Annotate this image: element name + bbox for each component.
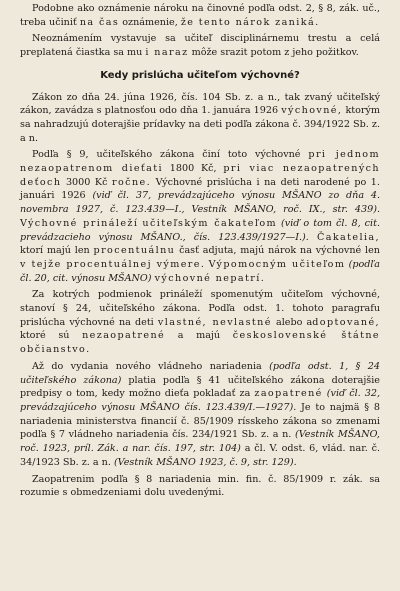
citation: (viď o tom čl. 8, cit. prevádzacieho výnosu MŠANO., čís. 123.439/1927—I.). <box>20 217 380 243</box>
emphasis: v tejže procentuálnej výmere. <box>20 258 206 270</box>
emphasis: učiteľským čakateľom <box>142 217 277 229</box>
citation: (viď čl. 32, prevádzajúceho výnosu MŠANO čís. 123.439/I.—1927). <box>20 388 380 413</box>
paragraph-2: Neoznámením vystavuje sa učiteľ disciplinárnemu trestu a celá preplatená čiastka sa mu i naraz môže srazit potom z jeho požitkov. <box>20 33 380 59</box>
emphasis: vlastné, nevlastné <box>157 316 272 328</box>
emphasis: československé štátne občianstvo. <box>20 330 380 356</box>
emphasis: výchovné, <box>281 105 343 117</box>
emphasis: doptované, <box>312 316 380 328</box>
paragraph-3: Zákon zo dňa 24. júna 1926, čís. 104 Sb. z. a n., tak zvaný učiteľský zákon, zavádza s platnosťou odo dňa 1. januára 1926 výchovné, ktorým sa nahradzujú doterajšie prídavky na deti podľa zákona č. 394/1922 Sb. z. a n. <box>20 91 380 144</box>
emphasis: Výpomocným učiteľom <box>208 258 346 270</box>
emphasis: i naraz <box>145 47 189 59</box>
citation: (viď čl. 37, prevádzajúceho výnosu MŠANO zo dňa 4. novembra 1927, č. 123.439—I., Vestník MŠANO, roč. IX., str. 439). <box>20 190 380 216</box>
emphasis: pri viac nezaopatrených deťoch <box>20 163 380 188</box>
emphasis: nezaopatrené <box>82 330 166 342</box>
citation: (podľa čl. 20, cit. výnosu MŠANO) <box>20 258 380 284</box>
paragraph-6: Až do vydania nového vládneho nariadenia (podľa odst. 1, § 24 učiteľského zákona) platia podľa § 41 učiteľského zákona doterajšie predpisy o tom, kedy možno dieťa pokladať za zaopatrené (viď čl. 32, prevádzajúceho výnosu MŠANO čís. 123.439/I.—1927). Je to najmä § 8 nariadenia ministerstva financií č. 85/1909 rísskeho zákona so zmenami podľa § 7 vládneho nariadenia čís. 234/1921 Sb. z. a n. (Vestník MŠANO, roč. 1923, príl. Zák. a nar. čís. 197, str. 104) a čl. V. odst. 6, vlád. nar. č. 34/1923 Sb. z. a n. (Vestník MŠANO 1923, č. 9, str. 129). <box>20 360 381 468</box>
paragraph-4: Podľa § 9, učiteľského zákona činí toto výchovné pri jednom nezaopatrenom dieťati 1800 Kč, pri viac nezaopatrených deťoch 3000 Kč ročne. Výchovné prislúcha i na deti narodené po 1. januári 1926 (viď čl. 37, prevádzajúceho výnosu MŠANO zo dňa 4. novembra 1927, č. 123.439—I., Vestník MŠANO, roč. IX., str. 439). Výchovné prináleží učiteľským čakateľom (viď o tom čl. 8, cit. prevádzacieho výnosu MŠANO., čís. 123.439/1927—I.). Čakatelia, ktorí majú len procentuálnu časť adjuta, majú nárok na výchovné len v tejže procentuálnej výmere. Výpomocným učiteľom (podľa čl. 20, cit. výnosu MŠANO) výchovné nepatrí. <box>20 149 380 284</box>
paragraph-7: Zaopatrenim podľa § 8 nariadenia min. fin. č. 85/1909 r. zák. sa rozumie s obmedzeniami dolu uvedenými. <box>20 473 380 499</box>
emphasis: Čakatelia, <box>316 231 380 243</box>
emphasis: ročne. <box>112 176 152 188</box>
emphasis: výchovné nepatrí. <box>154 272 266 284</box>
emphasis: procentuálnu <box>93 245 176 257</box>
paragraph-5: Za kotrých podmienok prináleží spomenutým učiteľom výchovné, stanoví § 24, učiteľského zákona. Podľa odst. 1. tohoto paragrafu prislúcha výchovné na deti vlastné, nevlastné alebo adoptované, ktoré sú nezaopatrené a majú československé štátne občianstvo. <box>20 289 380 356</box>
citation: (Vestník MŠANO, roč. 1923, príl. Zák. a nar. čís. 197, str. 104) <box>20 429 380 455</box>
citation: (podľa odst. 1, § 24 učiteľského zákona) <box>20 360 381 386</box>
section-heading: Kedy prislúcha učiteľom výchovné? <box>100 69 300 81</box>
paragraph-1: Podobne ako oznámenie nároku na činovné podľa odst. 2, § 8, zák. uč., treba učiniť na čas oznámenie, že tento nárok zaniká. <box>20 3 380 28</box>
emphasis: zaopatrené <box>254 388 323 400</box>
emphasis: že tento nárok zaniká. <box>180 16 320 28</box>
citation: (Vestník MŠANO 1923, č. 9, str. 129). <box>113 456 297 468</box>
emphasis: na čas <box>79 16 120 28</box>
emphasis: pri jednom nezaopatrenom dieťati <box>20 149 380 175</box>
emphasis: Výchovné prináleží <box>20 217 139 229</box>
